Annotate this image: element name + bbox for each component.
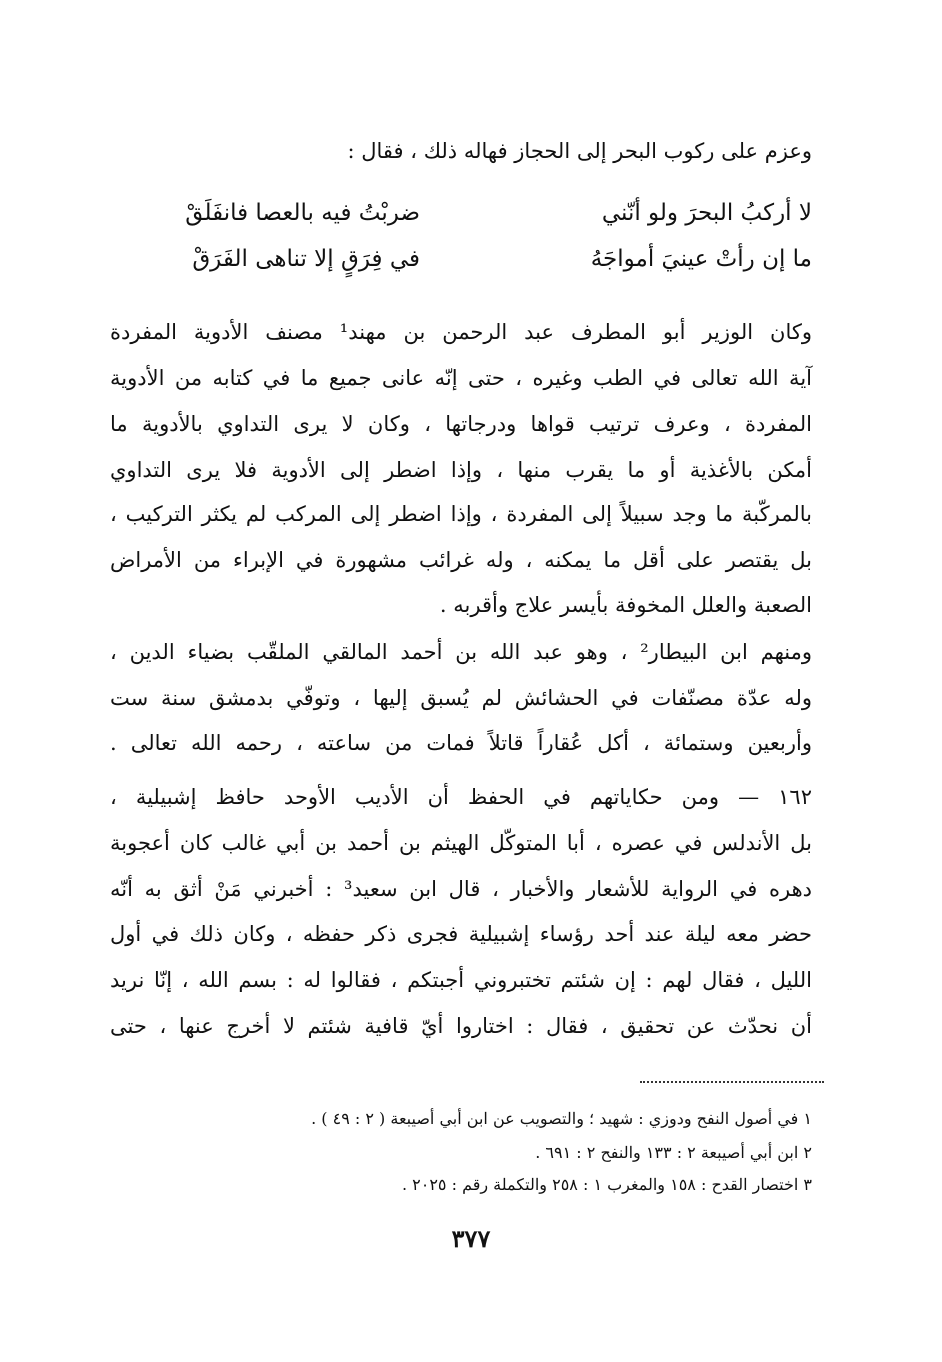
poem-verse-2 [110, 244, 812, 274]
paragraph1-line: المفردة ، وعرف ترتيب قواها ودرجاتها ، وكان لا يرى التداوي بالأدوية ما [110, 412, 812, 436]
paragraph1-line: الصعبة والعلل المخوفة بأيسر علاج وأقربه . [439, 593, 812, 617]
paragraph3-line: حضر معه ليلة عند أحد رؤساء إشبيلية فجرى ذكر حفظه ، وكان ذلك في أول [110, 922, 812, 946]
paragraph1-line: وكان الوزير أبو المطرف عبد الرحمن بن مهند¹ مصنف الأدوية المفردة [110, 320, 812, 344]
footnote-2: ٢ ابن أبي أصيبعة ٢ : ١٣٣ والنفح ٢ : ٦٩١ . [535, 1143, 812, 1162]
paragraph2-line: ومنهم ابن البيطار² ، وهو عبد الله بن أحمد المالقي الملقّب بضياء الدين ، [110, 640, 813, 664]
paragraph3-line: ١٦٢ — ومن حكاياتهم في الحفظ أن الأديب الأوحد حافظ إشبيلية ، [110, 785, 812, 809]
footnote-3: ٣ اختصار القدح : ١٥٨ والمغرب ١ : ٢٥٨ والتكملة رقم : ٢٠٢٥ . [401, 1175, 812, 1194]
paragraph1-line: بل يقتصر على أقل ما يمكنه ، وله غرائب مشهورة في الإبراء من الأمراض [110, 548, 812, 572]
hemistich-second: في فِرَقٍ إلا تناهى الفَرَقْ [192, 246, 420, 272]
hemistich-first: ما إن رأتْ عينيَ أمواجَهُ [590, 246, 812, 272]
paragraph3-line: أن نحدّث عن تحقيق ، فقال : اختاروا أيّ قافية شئتم لا أخرج عنها ، حتى [110, 1014, 812, 1038]
paragraph1-line: آية الله تعالى في الطب وغيره ، حتى إنّه عانى جميع ما في كتابه من الأدوية [110, 366, 812, 390]
paragraph2-line: وأربعين وستمائة ، أكل عُقاراً قاتلاً فمات من ساعته ، رحمه الله تعالى . [110, 731, 812, 755]
footnote-1: ١ في أصول النفح ودوزي : شهيد ؛ والتصويب عن ابن أبي أصيبعة ( ٢ : ٤٩ ) . [311, 1109, 812, 1128]
poem-verse-1 [110, 198, 812, 228]
footnote-separator [640, 1081, 824, 1083]
paragraph2-line: وله عدّة مصنّفات في الحشائش لم يُسبق إليها ، وتوفّي بدمشق سنة ست [110, 686, 812, 710]
hemistich-second: ضربْتُ فيه بالعصا فانفَلَقْ [185, 200, 420, 226]
paragraph1-line: بالمركّبة ما وجد سبيلاً إلى المفردة ، وإذا اضطر إلى المركب لم يكثر التركيب ، [110, 502, 812, 526]
intro-line: وعزم على ركوب البحر إلى الحجاز فهاله ذلك ، فقال : [347, 139, 812, 163]
paragraph3-line: بل الأندلس في عصره ، أبا المتوكّل الهيثم بن أحمد بن أبي غالب كان أعجوبة [110, 831, 812, 855]
page-number: ٣٧٧ [451, 1224, 491, 1253]
paragraph1-line: أمكن بالأغذية أو ما يقرب منها ، وإذا اضطر إلى الأدوية فلا يرى التداوي [110, 458, 812, 482]
paragraph3-line: الليل ، فقال لهم : إن شئتم تختبروني أجبتكم ، فقالوا له : بسم الله ، إنّا نريد [110, 968, 812, 992]
hemistich-first: لا أركبُ البحرَ ولو أنّني [601, 200, 812, 226]
paragraph3-line: دهره في الرواية للأشعار والأخبار ، قال ابن سعيد³ : أخبرني مَنْ أثق به أنّه [110, 877, 812, 901]
